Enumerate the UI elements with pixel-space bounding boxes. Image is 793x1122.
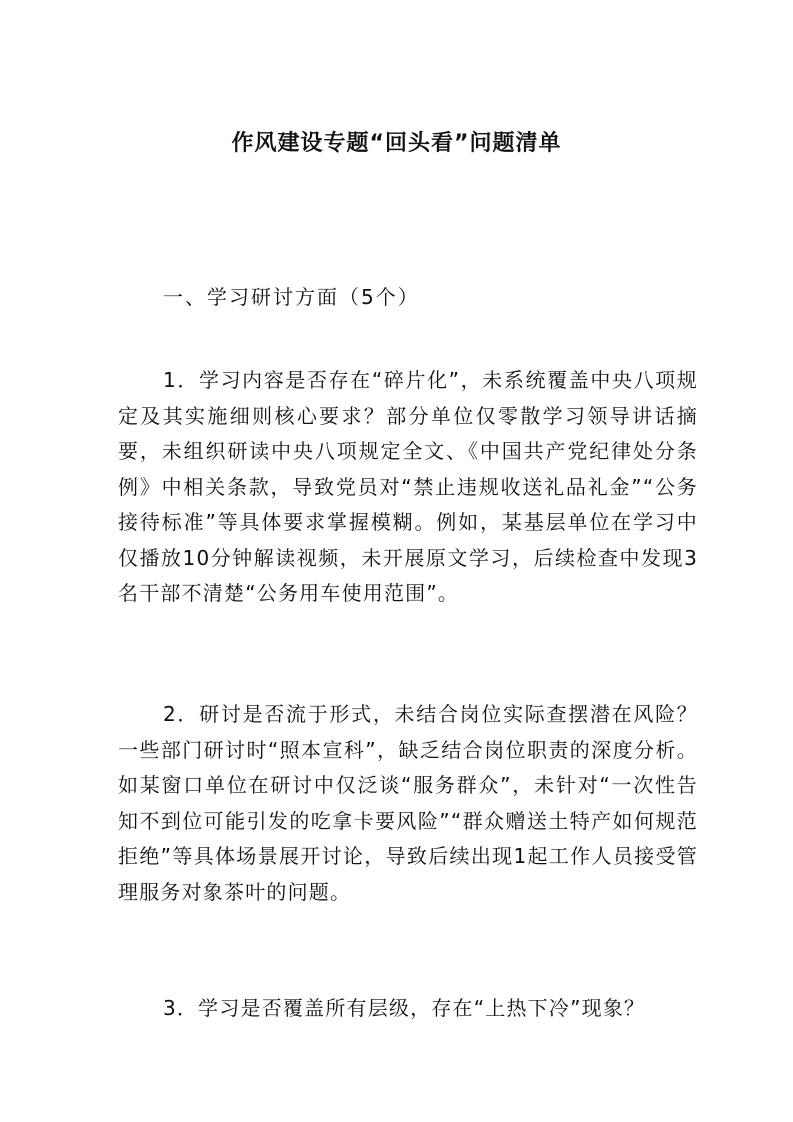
paragraph-1: 1．学习内容是否存在“碎片化”，未系统覆盖中央八项规定及其实施细则核心要求？部分单位仅零散学习领导讲话摘要，未组织研读中央八项规定全文、《中国共产党纪律处分条例》中相关条款，导致党员对“禁止违规收送礼品礼金”“公务接待标准”等具体要求掌握模糊。例如，某基层单位在学习中仅播放10分钟解读视频，未开展原文学习，后续检查中发现3名干部不清楚“公务用车使用范围”。: [118, 368, 698, 605]
document-title: 作风建设专题“回头看”问题清单: [231, 131, 562, 156]
section-heading: 一、学习研讨方面（5个）: [163, 285, 420, 309]
paragraph-2: 2．研讨是否流于形式，未结合岗位实际查摆潜在风险？一些部门研讨时“照本宣科”，缺乏结合岗位职责的深度分析。如某窗口单位在研讨中仅泛谈“服务群众”，未针对“一次性告知不到位可能引发的吃拿卡要风险”“群众赠送土特产如何规范拒绝”等具体场景展开讨论，导致后续出现1起工作人员接受管理服务对象茶叶的问题。: [118, 702, 698, 904]
paragraph-3: 3．学习是否覆盖所有层级，存在“上热下冷”现象？: [163, 996, 646, 1020]
